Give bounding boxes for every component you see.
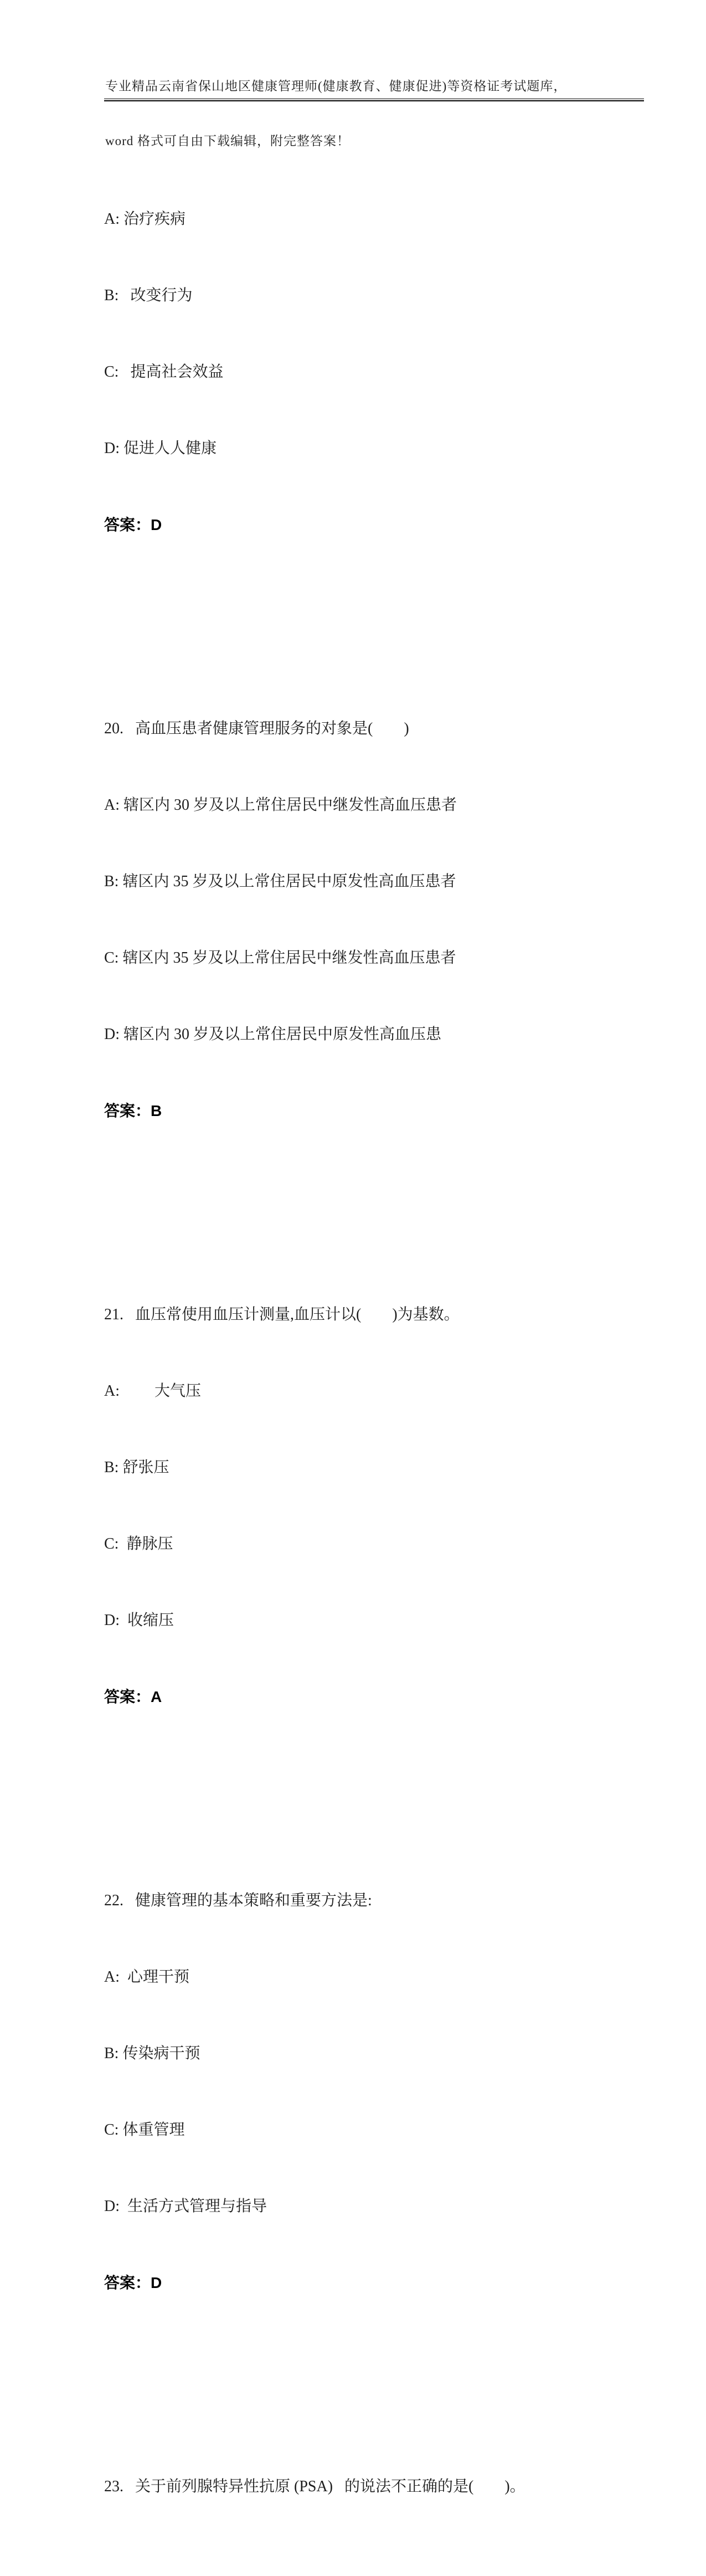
option-line-d: D: 生活方式管理与指导 (104, 2198, 267, 2215)
blank-line (104, 1175, 641, 1200)
option-line-b: B: 传染病干预 (104, 2045, 200, 2062)
option-line-a: A: 心理干预 (104, 1968, 190, 1986)
header-line-1: 专业精品云南省保山地区健康管理师(健康教育、健康促进)等资格证考试题库， (105, 79, 567, 93)
question-20-stem: 20. 高血压患者健康管理服务的对象是( ) (104, 720, 409, 737)
header-divider (104, 99, 644, 101)
answer-line: 答案：B (104, 1102, 162, 1119)
blank-line (104, 2347, 641, 2372)
option-line-a: A: 大气压 (104, 1382, 202, 1400)
option-line-b: B: 改变行为 (104, 287, 193, 304)
question-21-stem: 21. 血压常使用血压计测量,血压计以( )为基数。 (104, 1306, 460, 1323)
header-line-2: word 格式可自由下载编辑，附完整答案！ (105, 134, 351, 148)
option-line-c: C: 静脉压 (104, 1535, 173, 1552)
answer-line: 答案：D (104, 2274, 162, 2291)
option-line-d: D: 辖区内 30 岁及以上常住居民中原发性高血压患 (104, 1026, 442, 1043)
option-line-c: C: 提高社会效益 (104, 363, 224, 381)
answer-line: 答案：D (104, 516, 162, 533)
option-line-c: C: 体重管理 (104, 2121, 185, 2138)
option-line-b: B: 辖区内 35 岁及以上常住居民中原发性高血压患者 (104, 873, 456, 890)
option-line-d: D: 促进人人健康 (104, 440, 217, 457)
option-line-a: A: 辖区内 30 岁及以上常住居民中继发性高血压患者 (104, 796, 457, 814)
question-23-stem: 23. 关于前列腺特异性抗原 (PSA) 的说法不正确的是( )。 (104, 2478, 525, 2495)
option-line-c: C: 辖区内 35 岁及以上常住居民中继发性高血压患者 (104, 949, 456, 966)
option-line-a: A: 治疗疾病 (104, 210, 186, 228)
option-line-d: D: 收缩压 (104, 1612, 174, 1629)
document-body (104, 105, 641, 2576)
answer-line: 答案：A (104, 1688, 162, 1705)
option-line-b: B: 舒张压 (104, 1459, 169, 1476)
question-22-stem: 22. 健康管理的基本策略和重要方法是: (104, 1892, 372, 1909)
blank-line (104, 1761, 641, 1786)
blank-line (104, 589, 641, 614)
